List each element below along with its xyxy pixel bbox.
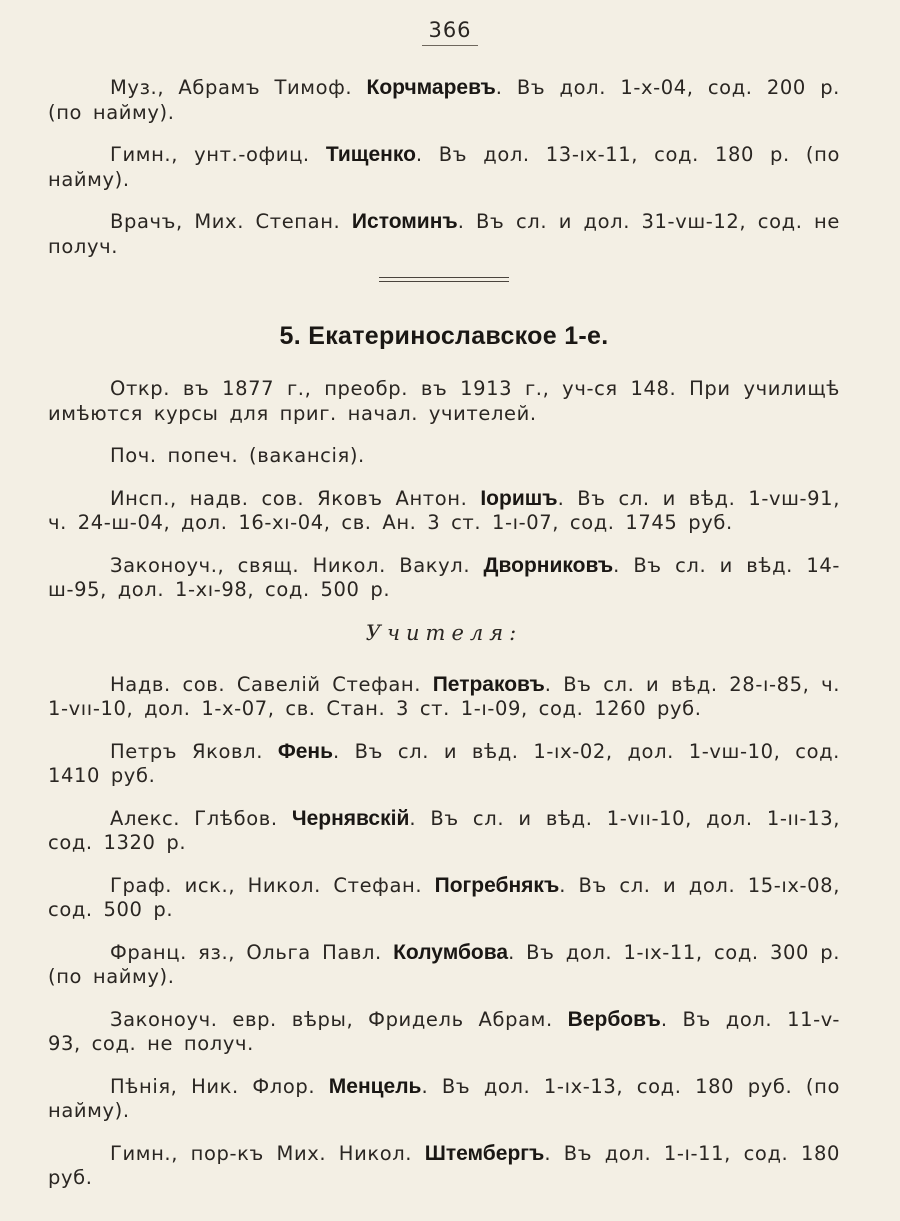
entry-petrakov: Надв. сов. Савелій Стефан. Петраковъ. Въ сл. и вѣд. 28-ı-85, ч. 1-vıı-10, дол. 1-х-07, св. Стан. 3 ст. 1-ı-09, сод. 1260 руб.: [48, 672, 840, 720]
page-content: [48, 76, 840, 1209]
teachers-heading: Учителя:: [365, 620, 523, 645]
section-intro: Откр. въ 1877 г., преобр. въ 1913 г., уч-ся 148. При училищѣ имѣются курсы для приг. начал. учителей.: [48, 377, 840, 425]
entry-verbov: Законоуч. евр. вѣры, Фридель Абрам. Вербовъ. Въ дол. 11-v-93, сод. не получ.: [48, 1007, 840, 1055]
entry-istomin: Врачъ, Мих. Степан. Истоминъ. Въ сл. и дол. 31-vш-12, сод. не получ.: [48, 210, 840, 258]
entry-chernyavsky: Алекс. Глѣбов. Чернявскій. Въ сл. и вѣд. 1-vıı-10, дол. 1-ıı-13, сод. 1320 р.: [48, 806, 840, 854]
page-number: 366: [0, 18, 900, 46]
section-heading: 5. Екатеринославское 1-е.: [279, 322, 609, 350]
entry-mentsel: Пѣнія, Ник. Флор. Менцель. Въ дол. 1-ıx-13, сод. 180 руб. (по найму).: [48, 1074, 840, 1122]
entry-korchmarev: Муз., Абрамъ Тимоф. Корчмаревъ. Въ дол. 1-х-04, сод. 200 р. (по найму).: [48, 76, 840, 124]
section-divider: [379, 277, 509, 282]
entry-shtemberg: Гимн., пор-къ Мих. Никол. Штембергъ. Въ дол. 1-ı-11, сод. 180 руб.: [48, 1141, 840, 1189]
entry-pogrebnyak: Граф. иск., Никол. Стефан. Погребнякъ. Въ сл. и дол. 15-ıx-08, сод. 500 р.: [48, 873, 840, 921]
entry-kolumbova: Франц. яз., Ольга Павл. Колумбова. Въ дол. 1-ıx-11, сод. 300 р. (по найму).: [48, 940, 840, 988]
section-trustee: Поч. попеч. (вакансія).: [110, 444, 365, 467]
entry-tishchenko: Гимн., унт.-офиц. Тищенко. Въ дол. 13-ıx-11, сод. 180 р. (по найму).: [48, 143, 841, 191]
entry-fen: Петръ Яковл. Фень. Въ сл. и вѣд. 1-ıx-02, дол. 1-vш-10, сод. 1410 руб.: [48, 739, 840, 787]
entry-dvornikov: Законоуч., свящ. Никол. Вакул. Дворниковъ. Въ сл. и вѣд. 14-ш-95, дол. 1-xı-98, сод. 500 р.: [48, 553, 840, 601]
entry-iorish: Инсп., надв. сов. Яковъ Антон. Іоришъ. Въ сл. и вѣд. 1-vш-91, ч. 24-ш-04, дол. 16-xı-04, св. Ан. 3 ст. 1-ı-07, сод. 1745 руб.: [48, 486, 840, 534]
